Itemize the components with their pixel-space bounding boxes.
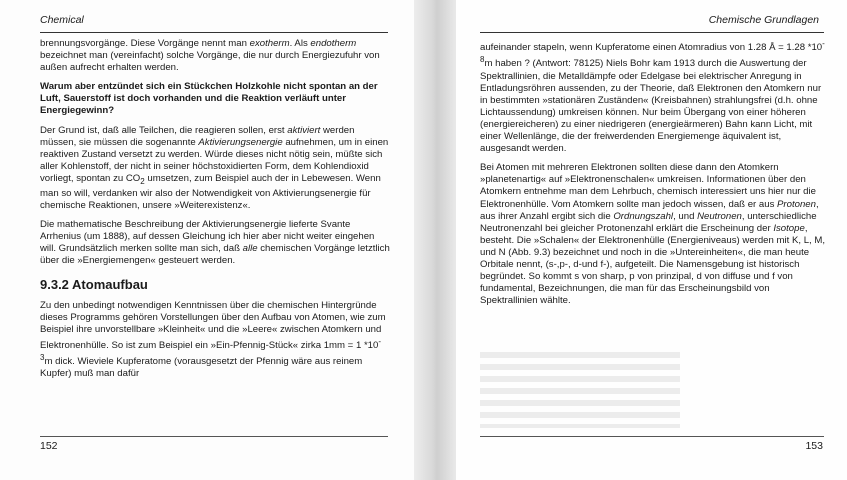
paragraph: Bei Atomen mit mehreren Elektronen sollten diese dann den Atomkern »planetenartig« auf »Elektronenschalen« umkreisen. Informationen über den Atomkern entnehme man dem Lehrbuch, chemisch interessiert uns hier nur die Elektronenhülle. Vom Atomkern sollte man jedoch wissen, daß er aus Protonen, aus ihrer Anzahl ergibt sich die Ordnungszahl, und Neutronen, unterschiedliche Neutronenzahl bei gleicher Protonenzahl erklärt die Erscheinung der Isotope, besteht. Die »Schalen« der Elektronenhülle (Energieniveaus) werden mit K, L, M, und N (Abb. 9.3) bezeichnet und noch in die »Untereinheiten«, die man heute Orbitale nennt, (s-,p-, d-und f-), aufgeteilt. Die Namensgebung ist historisch begründet. So kommt s von sharp, p von prinzipal, d von diffuse und f von fundamental, Bezeichnungen, die man für das Erscheinungsbild von Spektrallinien wählte. (480, 162, 826, 307)
header-rule-left (40, 32, 388, 33)
paragraph: brennungsvorgänge. Diese Vorgänge nennt man exotherm. Als endotherm bezeichnet man (vereinfacht) solche Vorgänge, die nur durch Energiezufuhr von außen aufrecht erhalten werden. (40, 38, 380, 74)
section-heading: 9.3.2 Atomaufbau (40, 276, 148, 292)
right-page-body (480, 38, 826, 314)
footer-rule-right (480, 436, 824, 437)
page-number-left: 152 (40, 440, 58, 452)
question-paragraph: Warum aber entzündet sich ein Stückchen Holzkohle nicht spontan an der Luft, Sauerstoff ist doch vorhanden und die Reaktion verläuft unter Energiegewinn? (40, 81, 378, 117)
paragraph: Der Grund ist, daß alle Teilchen, die reagieren sollen, erst aktiviert werden müssen, sie müssen die sogenannte Aktivierungsenergie aufnehmen, um in einen reaktiven Zustand versetzt zu werden. Würde dieses nicht nötig sein, müßte sich aller Kohlenstoff, der nicht in seiner höchstoxidierten Form, dem Kohlendioxid vorliegt, spontan zu $CO_2$ umsetzen, zum Beispiel auch der in Lebewesen. Wenn man so will, verdanken wir also der Notwendigkeit von Aktivierungsenergie für chemische Reaktionen, unsere »Weiterexistenz«. (40, 124, 389, 212)
paragraph: aufeinander stapeln, wenn Kupferatome einen Atomradius von 1.28 Å = 1.28 $*10^{-8}m$ haben ? (Antwort: 78125) Niels Bohr kam 1913 durch die Auswertung der Spektrallinien, die Metalldämpfe oder Edelgase bei elektrischer Anregung in Entladungsröhren aussenden, zu der Theorie, daß Elektronen den Atomkern nur in bestimmten »stationären Zuständen« (Kreisbahnen) strahlungsfrei (d.h. ohne Lichtaussendung) umkreisen können. Nur beim Übergang von einer höheren (energiereicheren) zu einer niedrigeren (energieärmeren) Bahn kann Licht, mit einer Wellenlänge, die der freiwerdenden Energiemenge äquivalent ist, ausgesandt werden. (480, 39, 825, 155)
paragraph: Die mathematische Beschreibung der Aktivierungsenergie lieferte Svante Arrhenius (um 1888), auf dessen Gleichung ich hier aber nicht weiter eingehen will. Grundsätzlich merken sollte man sich, daß alle chemischen Vorgänge letztlich über die »Energiemengen« gesteuert werden. (40, 219, 390, 267)
show-through-text (480, 352, 680, 428)
running-head-right: Chemische Grundlagen (708, 14, 819, 26)
book-gutter (414, 0, 456, 480)
running-head-left: Chemical (40, 14, 84, 26)
paragraph: Zu den unbedingt notwendigen Kenntnissen über die chemischen Hintergründe dieses Programms gehören Vorstellungen über den Aufbau von Atomen, wie zum Beispiel ihre unvorstellbare »Kleinheit« und die »Leere« zwischen Atomkern und Elektronenhülle. So ist zum Beispiel ein »Ein-Pfennig-Stück« zirka 1mm = 1 $*10^{-3}m$ dick. Wieviele Kupferatome (vorausgesetzt der Pfennig wäre aus reinem Kupfer) muß man dafür (40, 299, 386, 380)
footer-rule-left (40, 436, 388, 437)
page-number-right: 153 (805, 440, 823, 452)
left-page (0, 0, 414, 480)
header-rule-right (480, 32, 824, 33)
right-page (456, 0, 847, 480)
left-page-body (40, 38, 390, 387)
